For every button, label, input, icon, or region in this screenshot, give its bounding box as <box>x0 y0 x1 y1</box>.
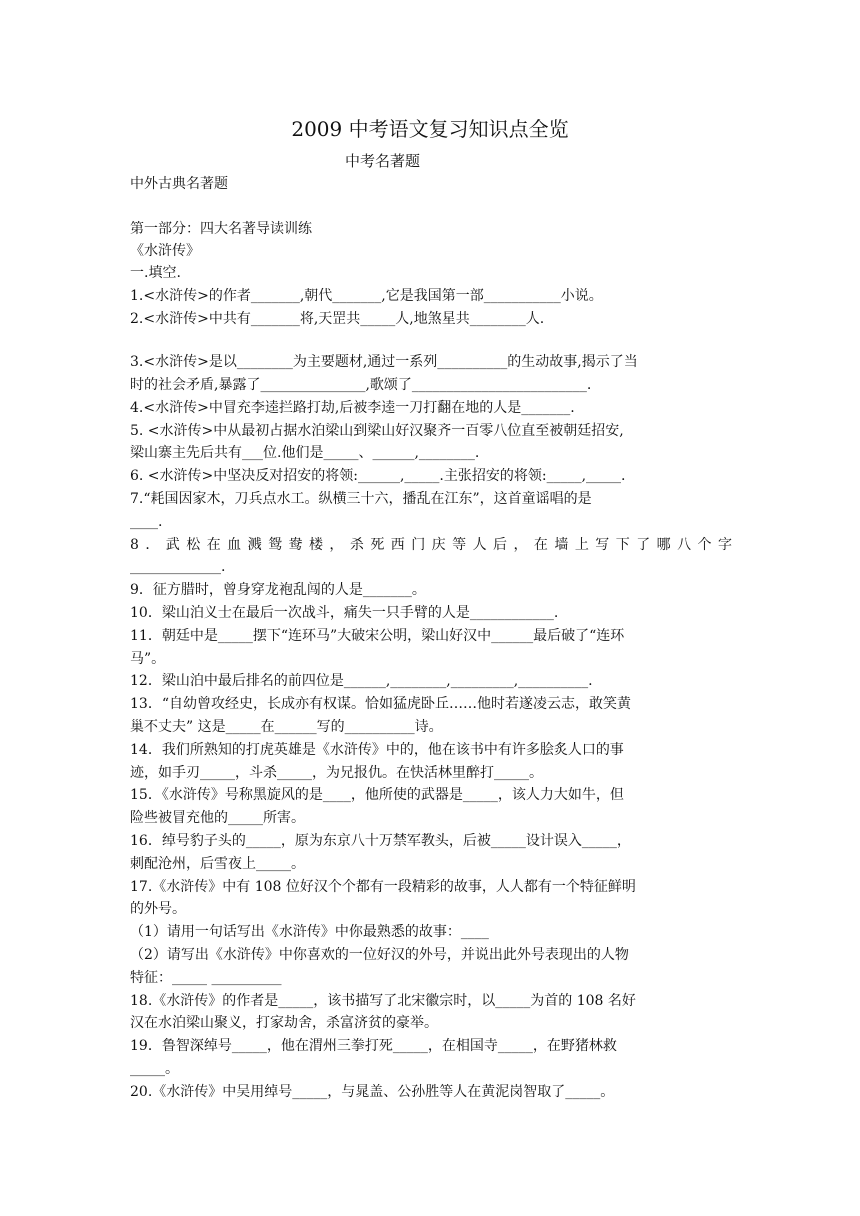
question-line: 特征：_____ __________ <box>130 970 282 986</box>
question-line: 11．朝廷中是_____摆下“连环马”大破宋公明，梁山好汉中______最后破了“连环 <box>130 628 625 644</box>
book-heading: 《水浒传》 <box>130 243 200 259</box>
question-line: 刺配沧州，后雪夜上_____。 <box>130 856 305 872</box>
question-line: 1.<水浒传>的作者_______,朝代_______,它是我国第一部___________小说。 <box>130 288 603 304</box>
question-line: 18.《水浒传》的作者是_____，该书描写了北宋徽宗时，以_____为首的 108 名好 <box>130 993 636 1009</box>
question-line: 梁山寨主先后共有___位.他们是_____、______,________. <box>130 445 480 461</box>
question-line: 3.<水浒传>是以________为主要题材,通过一系列__________的生动故事,揭示了当 <box>130 354 638 370</box>
question-line: 马”。 <box>130 651 166 667</box>
section-heading: 中外古典名著题 <box>130 176 228 192</box>
question-line: 的外号。 <box>130 901 186 917</box>
question-line: 时的社会矛盾,暴露了_______________,歌颂了_________________________. <box>130 377 592 393</box>
question-line: 迹，如手刃_____，斗杀_____，为兄报仇。在快活林里醉打_____。 <box>130 765 543 781</box>
question-line: 10．梁山泊义士在最后一次战斗，痛失一只手臂的人是____________. <box>130 605 559 621</box>
question-line: 16．绰号豹子头的_____，原为东京八十万禁军教头，后被_____设计误入_____， <box>130 833 631 849</box>
question-line: 7.“耗国因家木，刀兵点水工。纵横三十六，播乱在江东”，这首童谣唱的是 <box>130 491 592 507</box>
question-line: _____________. <box>130 559 226 575</box>
question-line: 12．梁山泊中最后排名的前四位是______,________,_________,__________. <box>130 673 593 689</box>
question-line: _____。 <box>130 1061 179 1077</box>
question-line: 巢不丈夫” 这是_____在______写的__________诗。 <box>130 719 443 735</box>
question-line: 20.《水浒传》中吴用绰号_____，与晁盖、公孙胜等人在黄泥岗智取了_____。 <box>130 1084 615 1100</box>
question-line: 6. <水浒传>中坚决反对招安的将领:______,_____.主张招安的将领:_____,_____. <box>130 468 626 484</box>
question-line: （1）请用一句话写出《水浒传》中你最熟悉的故事：____ <box>130 924 489 940</box>
document-title: 2009 中考语文复习知识点全览 <box>291 117 569 141</box>
question-line: 2.<水浒传>中共有_______将,天罡共_____人,地煞星共________人. <box>130 311 545 327</box>
part-heading: 第一部分：四大名著导读训练 <box>130 221 312 237</box>
document-subtitle: 中考名著题 <box>345 152 421 170</box>
question-line: 14．我们所熟知的打虎英雄是《水浒传》中的，他在该书中有许多脍炙人口的事 <box>130 742 624 758</box>
question-line: 13．“自幼曾攻经史，长成亦有权谋。恰如猛虎卧丘……他时若遂凌云志，敢笑黄 <box>130 696 631 712</box>
question-line: 汉在水泊梁山聚义，打家劫舍，杀富济贫的豪举。 <box>130 1015 438 1031</box>
question-line: 15．《水浒传》号称黑旋风的是____，他所使的武器是_____，该人力大如牛，但 <box>130 787 624 803</box>
question-line: 9．征方腊时，曾身穿龙袍乱闯的人是_______。 <box>130 582 426 598</box>
question-line: 19．鲁智深绰号_____，他在渭州三拳打死_____，在相国寺_____，在野猪林救 <box>130 1038 617 1054</box>
question-line: （2）请写出《水浒传》中你喜欢的一位好汉的外号，并说出此外号表现出的人物 <box>130 947 629 963</box>
question-line: 4.<水浒传>中冒充李逵拦路打劫,后被李逵一刀打翻在地的人是_______. <box>130 400 575 416</box>
question-line: 险些被冒充他的_____所害。 <box>130 810 305 826</box>
question-line: 8．武松在血溅鸳鸯楼，杀死西门庆等人后，在墙上写下了哪八个字 <box>130 537 732 553</box>
fill-blank-heading: 一.填空. <box>130 265 181 281</box>
question-line: 17.《水浒传》中有 108 位好汉个个都有一段精彩的故事，人人都有一个特征鲜明 <box>130 879 636 895</box>
question-line: 5. <水浒传>中从最初占据水泊梁山到梁山好汉聚齐一百零八位直至被朝廷招安, <box>130 423 624 439</box>
question-line: ____. <box>130 514 163 530</box>
